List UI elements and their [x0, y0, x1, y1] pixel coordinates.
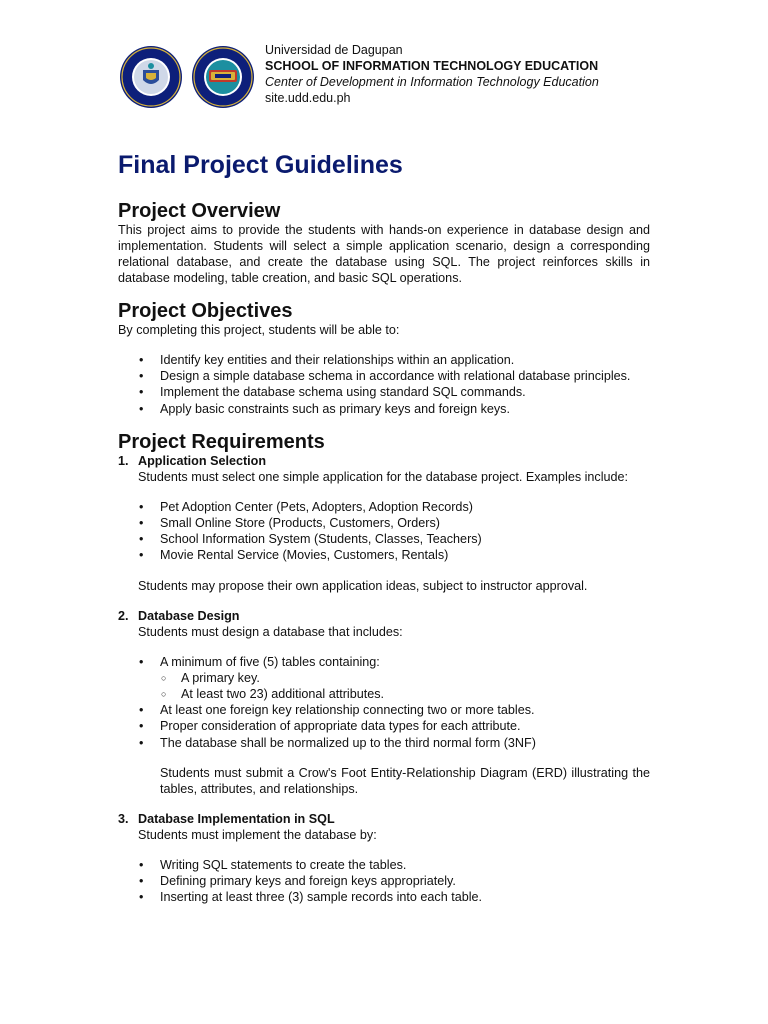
list-item: • Defining primary keys and foreign keys appropriately.	[160, 873, 650, 889]
list-item: • Writing SQL statements to create the tables.	[160, 857, 650, 873]
design-criteria-list	[118, 654, 650, 751]
objectives-list	[118, 352, 650, 417]
objectives-intro: By completing this project, students will be able to:	[118, 323, 400, 337]
list-item-text: A minimum of five (5) tables containing:	[160, 654, 380, 669]
overview-section	[118, 200, 650, 286]
objectives-section	[118, 300, 650, 417]
sub-list	[160, 670, 650, 702]
requirement-title: Application Selection	[138, 453, 267, 468]
list-item: • Apply basic constraints such as primary keys and foreign keys.	[160, 401, 650, 417]
requirement-intro: Students must select one simple application for the database project. Examples include:	[138, 469, 629, 484]
application-examples-list	[118, 499, 650, 564]
list-item: • Small Online Store (Products, Customers, Orders)	[160, 515, 650, 531]
requirement-note: Students may propose their own application ideas, subject to instructor approval.	[138, 578, 588, 593]
list-item: • The database shall be normalized up to the third normal form (3NF)	[160, 735, 650, 751]
requirement-intro: Students must implement the database by:	[138, 827, 377, 842]
school-name: SCHOOL OF INFORMATION TECHNOLOGY EDUCATION	[265, 59, 599, 73]
list-item	[160, 654, 650, 703]
requirement-database-design	[118, 608, 650, 797]
requirement-number: 2.	[118, 608, 129, 623]
list-item: • Inserting at least three (3) sample records into each table.	[160, 889, 650, 905]
letterhead	[119, 40, 599, 114]
list-item: • School Information System (Students, Classes, Teachers)	[160, 531, 650, 547]
requirement-intro: Students must design a database that includes:	[138, 624, 403, 639]
requirements-section	[118, 431, 650, 906]
list-item: • Identify key entities and their relationships within an application.	[160, 352, 650, 368]
requirement-application-selection	[118, 453, 650, 594]
list-item: • Movie Rental Service (Movies, Customers, Rentals)	[160, 547, 650, 563]
list-item: • At least one foreign key relationship connecting two or more tables.	[160, 702, 650, 718]
requirement-number: 3.	[118, 811, 129, 826]
site-seal-icon	[191, 40, 255, 114]
requirement-note: Students must submit a Crow's Foot Entity-Relationship Diagram (ERD) illustrating the tables, attributes, and relationships.	[160, 765, 650, 796]
overview-text: This project aims to provide the students with hands-on experience in database design and implementation. Students will select a simple application scenario, design a corresponding relational database, and create the database using SQL. The project reinforces skills in database modeling, table creation, and basic SQL operations.	[118, 223, 650, 285]
list-item: • Design a simple database schema in accordance with relational database principles.	[160, 368, 650, 384]
objectives-heading: Project Objectives	[118, 300, 293, 322]
website-link[interactable]: site.udd.edu.ph	[265, 91, 351, 105]
requirement-number: 1.	[118, 453, 129, 468]
list-item: • Proper consideration of appropriate data types for each attribute.	[160, 718, 650, 734]
requirement-title: Database Design	[138, 608, 240, 623]
sub-list-item: ○ At least two 23) additional attributes.	[181, 686, 650, 702]
requirement-sql-implementation	[118, 811, 650, 906]
requirement-title: Database Implementation in SQL	[138, 811, 335, 826]
requirements-heading: Project Requirements	[118, 430, 325, 453]
center-name: Center of Development in Information Technology Education	[265, 75, 599, 89]
university-name: Universidad de Dagupan	[265, 43, 403, 57]
page-title: Final Project Guidelines	[118, 151, 403, 179]
overview-heading: Project Overview	[118, 200, 281, 222]
institution-info	[265, 40, 599, 106]
list-item: • Pet Adoption Center (Pets, Adopters, Adoption Records)	[160, 499, 650, 515]
list-item: • Implement the database schema using standard SQL commands.	[160, 384, 650, 400]
university-seal-icon	[119, 40, 183, 114]
sub-list-item: ○ A primary key.	[181, 670, 650, 686]
implementation-steps-list	[118, 857, 650, 906]
document-body	[118, 150, 650, 919]
